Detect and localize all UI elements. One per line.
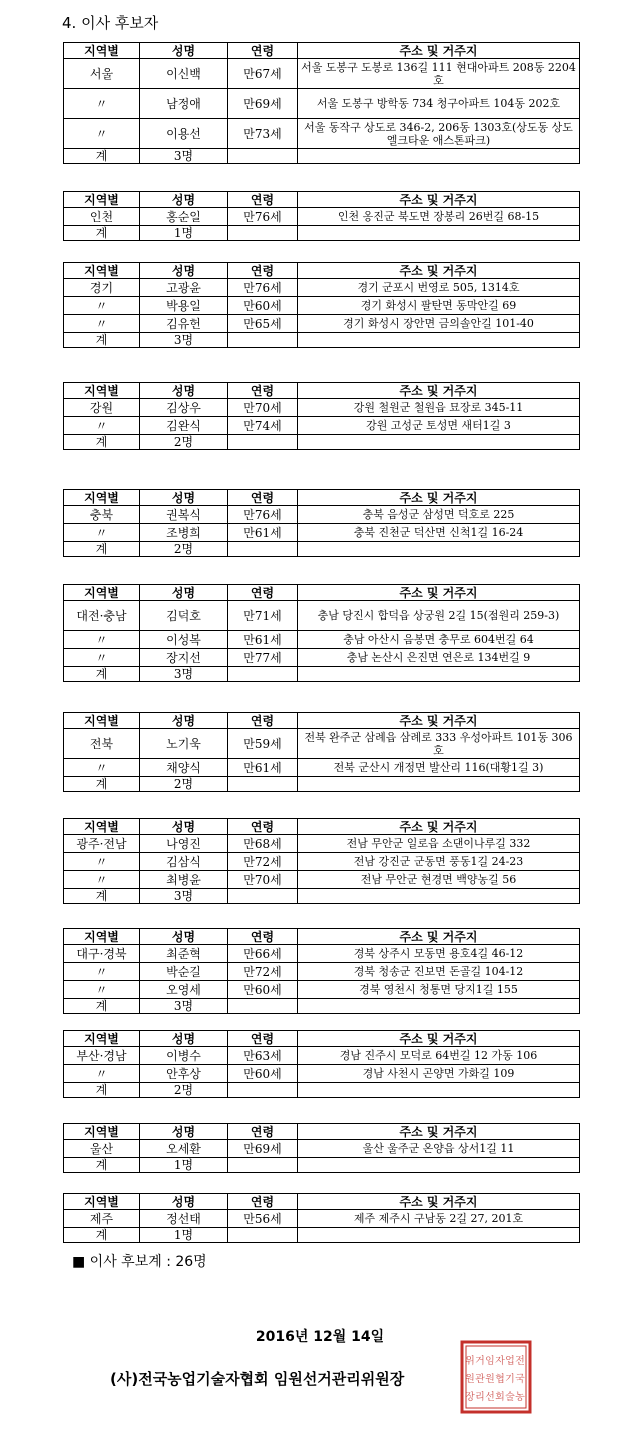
header-address: 주소 및 거주지 xyxy=(298,43,580,59)
header-name: 성명 xyxy=(140,490,228,506)
header-name: 성명 xyxy=(140,819,228,835)
address-cell: 전남 무안군 현경면 백양농길 56 xyxy=(298,871,580,889)
svg-text:임: 임 xyxy=(485,1356,495,1367)
age-cell: 만69세 xyxy=(228,89,298,119)
total-row xyxy=(64,226,580,241)
table-row xyxy=(64,417,580,435)
svg-text:관: 관 xyxy=(475,1374,485,1385)
total-label-cell: 계 xyxy=(64,667,140,682)
region-cell: 대구·경북 xyxy=(64,945,140,963)
total-label-cell: 계 xyxy=(64,435,140,450)
header-age: 연령 xyxy=(228,929,298,945)
region-table xyxy=(63,712,580,792)
total-count-cell: 1명 xyxy=(140,1158,228,1173)
region-table xyxy=(63,262,580,348)
total-count-cell: 3명 xyxy=(140,667,228,682)
name-cell: 오세환 xyxy=(140,1140,228,1158)
name-cell: 권복식 xyxy=(140,506,228,524)
address-cell: 경기 화성시 팔탄면 동막안길 69 xyxy=(298,297,580,315)
header-name: 성명 xyxy=(140,1031,228,1047)
total-label-cell: 계 xyxy=(64,1083,140,1098)
svg-text:선: 선 xyxy=(485,1392,495,1403)
header-age: 연령 xyxy=(228,263,298,279)
age-cell: 만63세 xyxy=(228,1047,298,1065)
address-cell: 경북 상주시 모동면 용호4길 46-12 xyxy=(298,945,580,963)
age-cell: 만61세 xyxy=(228,631,298,649)
empty-cell xyxy=(298,542,580,557)
age-cell: 만71세 xyxy=(228,601,298,631)
total-row xyxy=(64,889,580,904)
header-region: 지역별 xyxy=(64,585,140,601)
region-cell: 〃 xyxy=(64,631,140,649)
region-cell: 〃 xyxy=(64,417,140,435)
official-seal-stamp xyxy=(460,1340,532,1414)
age-cell: 만61세 xyxy=(228,524,298,542)
table-row xyxy=(64,729,580,759)
empty-cell xyxy=(298,777,580,792)
table-row xyxy=(64,1047,580,1065)
empty-cell xyxy=(228,777,298,792)
table-header-row xyxy=(64,490,580,506)
empty-cell xyxy=(228,333,298,348)
name-cell: 조병희 xyxy=(140,524,228,542)
address-cell: 경북 청송군 진보면 돈골길 104-12 xyxy=(298,963,580,981)
svg-text:리: 리 xyxy=(475,1392,485,1403)
address-cell: 전남 강진군 군동면 풍동1길 24-23 xyxy=(298,853,580,871)
table-row xyxy=(64,1210,580,1228)
table-row xyxy=(64,119,580,149)
table-row xyxy=(64,835,580,853)
region-cell: 〃 xyxy=(64,853,140,871)
table-header-row xyxy=(64,263,580,279)
organization-signature: (사)전국농업기술자협회 임원선거관리위원장 xyxy=(110,1370,405,1388)
name-cell: 김완식 xyxy=(140,417,228,435)
address-cell: 경북 영천시 청통면 당지1길 155 xyxy=(298,981,580,999)
address-cell: 충남 논산시 은진면 연은로 134번길 9 xyxy=(298,649,580,667)
header-name: 성명 xyxy=(140,585,228,601)
table-row xyxy=(64,853,580,871)
region-table xyxy=(63,1123,580,1173)
table-header-row xyxy=(64,192,580,208)
table-row xyxy=(64,945,580,963)
header-age: 연령 xyxy=(228,1194,298,1210)
header-name: 성명 xyxy=(140,43,228,59)
address-cell: 서울 도봉구 방학동 734 청구아파트 104동 202호 xyxy=(298,89,580,119)
candidate-summary: ■ 이사 후보계 : 26명 xyxy=(72,1254,207,1270)
age-cell: 만76세 xyxy=(228,279,298,297)
total-row xyxy=(64,1158,580,1173)
region-cell: 〃 xyxy=(64,963,140,981)
header-address: 주소 및 거주지 xyxy=(298,713,580,729)
region-cell: 〃 xyxy=(64,119,140,149)
header-address: 주소 및 거주지 xyxy=(298,490,580,506)
age-cell: 만69세 xyxy=(228,1140,298,1158)
region-cell: 강원 xyxy=(64,399,140,417)
total-row xyxy=(64,333,580,348)
age-cell: 만73세 xyxy=(228,119,298,149)
address-cell: 경남 사천시 곤양면 가화길 109 xyxy=(298,1065,580,1083)
total-label-cell: 계 xyxy=(64,777,140,792)
total-count-cell: 2명 xyxy=(140,777,228,792)
name-cell: 노기욱 xyxy=(140,729,228,759)
age-cell: 만60세 xyxy=(228,1065,298,1083)
region-table xyxy=(63,1193,580,1243)
total-count-cell: 1명 xyxy=(140,226,228,241)
svg-text:국: 국 xyxy=(515,1374,525,1385)
region-cell: 〃 xyxy=(64,759,140,777)
header-region: 지역별 xyxy=(64,383,140,399)
header-region: 지역별 xyxy=(64,1124,140,1140)
total-row xyxy=(64,999,580,1014)
table-header-row xyxy=(64,1124,580,1140)
name-cell: 채양식 xyxy=(140,759,228,777)
table-row xyxy=(64,1065,580,1083)
age-cell: 만66세 xyxy=(228,945,298,963)
address-cell: 서울 도봉구 도봉로 136길 111 현대아파트 208동 2204호 xyxy=(298,59,580,89)
total-count-cell: 2명 xyxy=(140,435,228,450)
header-age: 연령 xyxy=(228,490,298,506)
svg-text:회: 회 xyxy=(495,1392,505,1403)
region-table xyxy=(63,1030,580,1098)
region-cell: 경기 xyxy=(64,279,140,297)
header-age: 연령 xyxy=(228,585,298,601)
svg-text:기: 기 xyxy=(505,1374,515,1385)
header-age: 연령 xyxy=(228,819,298,835)
table-row xyxy=(64,649,580,667)
page-heading: 4. 이사 후보자 xyxy=(62,14,159,32)
empty-cell xyxy=(298,1228,580,1243)
name-cell: 정선태 xyxy=(140,1210,228,1228)
table-row xyxy=(64,601,580,631)
empty-cell xyxy=(298,1083,580,1098)
header-region: 지역별 xyxy=(64,43,140,59)
age-cell: 만76세 xyxy=(228,506,298,524)
table-row xyxy=(64,89,580,119)
region-table xyxy=(63,818,580,904)
total-label-cell: 계 xyxy=(64,333,140,348)
empty-cell xyxy=(298,226,580,241)
name-cell: 최준혁 xyxy=(140,945,228,963)
total-label-cell: 계 xyxy=(64,1228,140,1243)
region-cell: 전북 xyxy=(64,729,140,759)
region-cell: 충북 xyxy=(64,506,140,524)
total-count-cell: 2명 xyxy=(140,542,228,557)
region-table xyxy=(63,42,580,164)
name-cell: 김삼식 xyxy=(140,853,228,871)
header-age: 연령 xyxy=(228,1124,298,1140)
header-region: 지역별 xyxy=(64,819,140,835)
table-row xyxy=(64,399,580,417)
address-cell: 울산 울주군 온양읍 상서1길 11 xyxy=(298,1140,580,1158)
address-cell: 서울 동작구 상도로 346-2, 206동 1303호(상도동 상도엘크타운 애스톤파크) xyxy=(298,119,580,149)
empty-cell xyxy=(298,999,580,1014)
name-cell: 박순길 xyxy=(140,963,228,981)
table-header-row xyxy=(64,713,580,729)
total-label-cell: 계 xyxy=(64,889,140,904)
address-cell: 충북 진천군 덕산면 신척1길 16-24 xyxy=(298,524,580,542)
svg-text:협: 협 xyxy=(495,1374,505,1385)
name-cell: 김유헌 xyxy=(140,315,228,333)
age-cell: 만70세 xyxy=(228,399,298,417)
age-cell: 만72세 xyxy=(228,853,298,871)
empty-cell xyxy=(228,1158,298,1173)
header-address: 주소 및 거주지 xyxy=(298,1194,580,1210)
name-cell: 나영진 xyxy=(140,835,228,853)
empty-cell xyxy=(298,1158,580,1173)
table-row xyxy=(64,315,580,333)
age-cell: 만76세 xyxy=(228,208,298,226)
svg-text:위: 위 xyxy=(465,1356,475,1367)
region-cell: 〃 xyxy=(64,981,140,999)
table-header-row xyxy=(64,1031,580,1047)
address-cell: 충남 아산시 음봉면 충무로 604번길 64 xyxy=(298,631,580,649)
region-cell: 인천 xyxy=(64,208,140,226)
address-cell: 전북 완주군 삼례읍 삼례로 333 우성아파트 101동 306호 xyxy=(298,729,580,759)
name-cell: 박용일 xyxy=(140,297,228,315)
region-cell: 〃 xyxy=(64,649,140,667)
age-cell: 만60세 xyxy=(228,297,298,315)
age-cell: 만59세 xyxy=(228,729,298,759)
empty-cell xyxy=(228,226,298,241)
total-count-cell: 1명 xyxy=(140,1228,228,1243)
region-cell: 〃 xyxy=(64,315,140,333)
empty-cell xyxy=(228,435,298,450)
age-cell: 만60세 xyxy=(228,981,298,999)
name-cell: 고광윤 xyxy=(140,279,228,297)
total-label-cell: 계 xyxy=(64,542,140,557)
table-header-row xyxy=(64,819,580,835)
svg-text:업: 업 xyxy=(505,1356,515,1367)
header-name: 성명 xyxy=(140,1124,228,1140)
region-table xyxy=(63,928,580,1014)
address-cell: 경남 진주시 모덕로 64번길 12 가동 106 xyxy=(298,1047,580,1065)
region-cell: 광주·전남 xyxy=(64,835,140,853)
header-name: 성명 xyxy=(140,713,228,729)
region-cell: 울산 xyxy=(64,1140,140,1158)
region-cell: 〃 xyxy=(64,524,140,542)
header-name: 성명 xyxy=(140,192,228,208)
empty-cell xyxy=(298,149,580,164)
region-cell: 〃 xyxy=(64,871,140,889)
table-row xyxy=(64,524,580,542)
header-address: 주소 및 거주지 xyxy=(298,192,580,208)
age-cell: 만74세 xyxy=(228,417,298,435)
total-row xyxy=(64,667,580,682)
age-cell: 만70세 xyxy=(228,871,298,889)
total-count-cell: 3명 xyxy=(140,149,228,164)
table-header-row xyxy=(64,585,580,601)
header-region: 지역별 xyxy=(64,929,140,945)
address-cell: 경기 군포시 번영로 505, 1314호 xyxy=(298,279,580,297)
region-cell: 〃 xyxy=(64,297,140,315)
address-cell: 충남 당진시 합덕읍 상궁원 2길 15(점원리 259-3) xyxy=(298,601,580,631)
svg-text:농: 농 xyxy=(515,1392,525,1403)
table-header-row xyxy=(64,43,580,59)
region-cell: 대전·충남 xyxy=(64,601,140,631)
empty-cell xyxy=(228,667,298,682)
region-table xyxy=(63,382,580,450)
name-cell: 이성복 xyxy=(140,631,228,649)
svg-text:원: 원 xyxy=(465,1374,475,1385)
header-address: 주소 및 거주지 xyxy=(298,1031,580,1047)
table-row xyxy=(64,297,580,315)
header-address: 주소 및 거주지 xyxy=(298,585,580,601)
table-row xyxy=(64,759,580,777)
total-row xyxy=(64,777,580,792)
age-cell: 만56세 xyxy=(228,1210,298,1228)
age-cell: 만72세 xyxy=(228,963,298,981)
header-region: 지역별 xyxy=(64,713,140,729)
table-row xyxy=(64,981,580,999)
table-row xyxy=(64,279,580,297)
table-row xyxy=(64,208,580,226)
svg-text:거: 거 xyxy=(475,1356,485,1367)
header-address: 주소 및 거주지 xyxy=(298,1124,580,1140)
address-cell: 경기 화성시 장안면 금의솔안길 101-40 xyxy=(298,315,580,333)
address-cell: 강원 고성군 토성면 새터1길 3 xyxy=(298,417,580,435)
header-name: 성명 xyxy=(140,263,228,279)
total-count-cell: 3명 xyxy=(140,889,228,904)
header-region: 지역별 xyxy=(64,1194,140,1210)
header-age: 연령 xyxy=(228,1031,298,1047)
empty-cell xyxy=(298,435,580,450)
table-row xyxy=(64,1140,580,1158)
empty-cell xyxy=(228,1228,298,1243)
region-cell: 〃 xyxy=(64,89,140,119)
region-cell: 〃 xyxy=(64,1065,140,1083)
name-cell: 이신백 xyxy=(140,59,228,89)
age-cell: 만77세 xyxy=(228,649,298,667)
total-count-cell: 3명 xyxy=(140,333,228,348)
table-row xyxy=(64,871,580,889)
empty-cell xyxy=(228,1083,298,1098)
empty-cell xyxy=(228,542,298,557)
header-address: 주소 및 거주지 xyxy=(298,383,580,399)
header-name: 성명 xyxy=(140,1194,228,1210)
empty-cell xyxy=(228,889,298,904)
name-cell: 안후상 xyxy=(140,1065,228,1083)
header-region: 지역별 xyxy=(64,1031,140,1047)
total-row xyxy=(64,542,580,557)
svg-text:자: 자 xyxy=(495,1356,505,1367)
header-age: 연령 xyxy=(228,192,298,208)
header-address: 주소 및 거주지 xyxy=(298,263,580,279)
empty-cell xyxy=(298,667,580,682)
table-header-row xyxy=(64,1194,580,1210)
age-cell: 만67세 xyxy=(228,59,298,89)
total-label-cell: 계 xyxy=(64,999,140,1014)
address-cell: 전북 군산시 개정면 발산리 116(대황1길 3) xyxy=(298,759,580,777)
age-cell: 만65세 xyxy=(228,315,298,333)
svg-text:장: 장 xyxy=(465,1392,475,1403)
table-header-row xyxy=(64,929,580,945)
name-cell: 장지선 xyxy=(140,649,228,667)
header-name: 성명 xyxy=(140,383,228,399)
table-row xyxy=(64,963,580,981)
header-region: 지역별 xyxy=(64,263,140,279)
table-row xyxy=(64,506,580,524)
address-cell: 인천 옹진군 북도면 장봉리 26번길 68-15 xyxy=(298,208,580,226)
address-cell: 전남 무안군 일로읍 소댄이나루길 332 xyxy=(298,835,580,853)
header-address: 주소 및 거주지 xyxy=(298,819,580,835)
age-cell: 만61세 xyxy=(228,759,298,777)
empty-cell xyxy=(298,333,580,348)
header-name: 성명 xyxy=(140,929,228,945)
age-cell: 만68세 xyxy=(228,835,298,853)
empty-cell xyxy=(228,999,298,1014)
name-cell: 이병수 xyxy=(140,1047,228,1065)
region-table xyxy=(63,584,580,682)
address-cell: 충북 음성군 삼성면 덕호로 225 xyxy=(298,506,580,524)
svg-text:전: 전 xyxy=(515,1356,525,1367)
total-count-cell: 3명 xyxy=(140,999,228,1014)
document-date: 2016년 12월 14일 xyxy=(255,1329,385,1345)
header-region: 지역별 xyxy=(64,192,140,208)
address-cell: 강원 철원군 철원읍 묘장로 345-11 xyxy=(298,399,580,417)
region-cell: 서울 xyxy=(64,59,140,89)
name-cell: 김덕호 xyxy=(140,601,228,631)
svg-text:술: 술 xyxy=(505,1392,515,1403)
total-row xyxy=(64,149,580,164)
svg-text:원: 원 xyxy=(485,1374,495,1385)
total-row xyxy=(64,435,580,450)
address-cell: 제주 제주시 구남동 2길 27, 201호 xyxy=(298,1210,580,1228)
table-row xyxy=(64,59,580,89)
total-count-cell: 2명 xyxy=(140,1083,228,1098)
name-cell: 김상우 xyxy=(140,399,228,417)
region-table xyxy=(63,191,580,241)
region-table xyxy=(63,489,580,557)
region-cell: 제주 xyxy=(64,1210,140,1228)
header-age: 연령 xyxy=(228,43,298,59)
empty-cell xyxy=(298,889,580,904)
header-age: 연령 xyxy=(228,713,298,729)
total-row xyxy=(64,1083,580,1098)
total-label-cell: 계 xyxy=(64,226,140,241)
total-row xyxy=(64,1228,580,1243)
name-cell: 홍순일 xyxy=(140,208,228,226)
name-cell: 남정애 xyxy=(140,89,228,119)
name-cell: 이용선 xyxy=(140,119,228,149)
header-age: 연령 xyxy=(228,383,298,399)
table-row xyxy=(64,631,580,649)
name-cell: 최병윤 xyxy=(140,871,228,889)
name-cell: 오영세 xyxy=(140,981,228,999)
total-label-cell: 계 xyxy=(64,149,140,164)
total-label-cell: 계 xyxy=(64,1158,140,1173)
header-address: 주소 및 거주지 xyxy=(298,929,580,945)
region-cell: 부산·경남 xyxy=(64,1047,140,1065)
empty-cell xyxy=(228,149,298,164)
table-header-row xyxy=(64,383,580,399)
header-region: 지역별 xyxy=(64,490,140,506)
